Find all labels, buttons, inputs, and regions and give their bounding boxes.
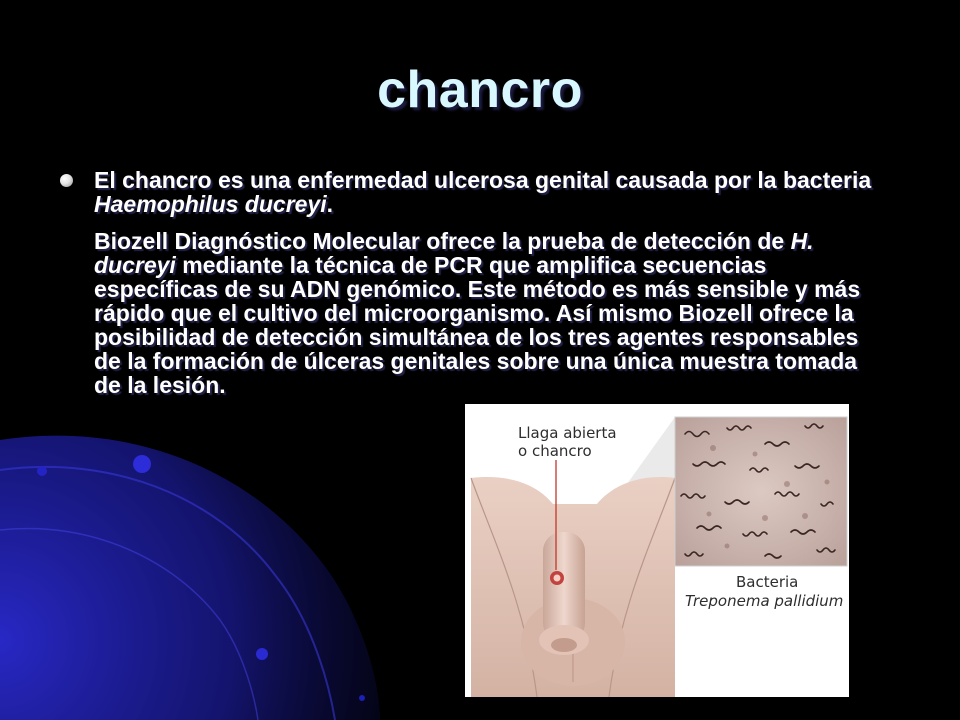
chancre-label-line1: Llaga abierta — [518, 424, 617, 442]
chancre-label — [518, 424, 617, 460]
bullet-species: Haemophilus ducreyi — [94, 191, 327, 217]
chancre-label-line2: o chancro — [518, 442, 592, 460]
bacteria-label: Bacteria — [736, 573, 799, 591]
bullet-icon — [60, 174, 73, 187]
medical-illustration — [465, 404, 849, 697]
paragraph-text-a: Biozell Diagnóstico Molecular ofrece la prueba de detección de — [94, 228, 785, 254]
bullet-period: . — [326, 191, 334, 217]
slide-body — [60, 168, 890, 397]
bullet-item — [60, 168, 890, 216]
body-paragraph — [94, 229, 890, 397]
paragraph-species: H. ducreyi — [94, 228, 814, 278]
bullet-paragraph — [94, 168, 890, 216]
species-label: Treponema pallidium — [685, 592, 844, 610]
bullet-text: El chancro es una enfermedad ulcerosa genital causada por la bacteria — [94, 167, 872, 193]
slide-title: chancro — [377, 61, 583, 119]
paragraph-text-b: mediante la técnica de PCR que amplifica secuencias específicas de su ADN genómico. Este método es más sensible y más rápido que el cultivo del microorganismo. Así mismo Biozell ofrece la posibilidad de detección simultánea de los tres agentes responsables de la formación de úlceras genitales sobre una única muestra tomada de la lesión. — [94, 252, 861, 398]
